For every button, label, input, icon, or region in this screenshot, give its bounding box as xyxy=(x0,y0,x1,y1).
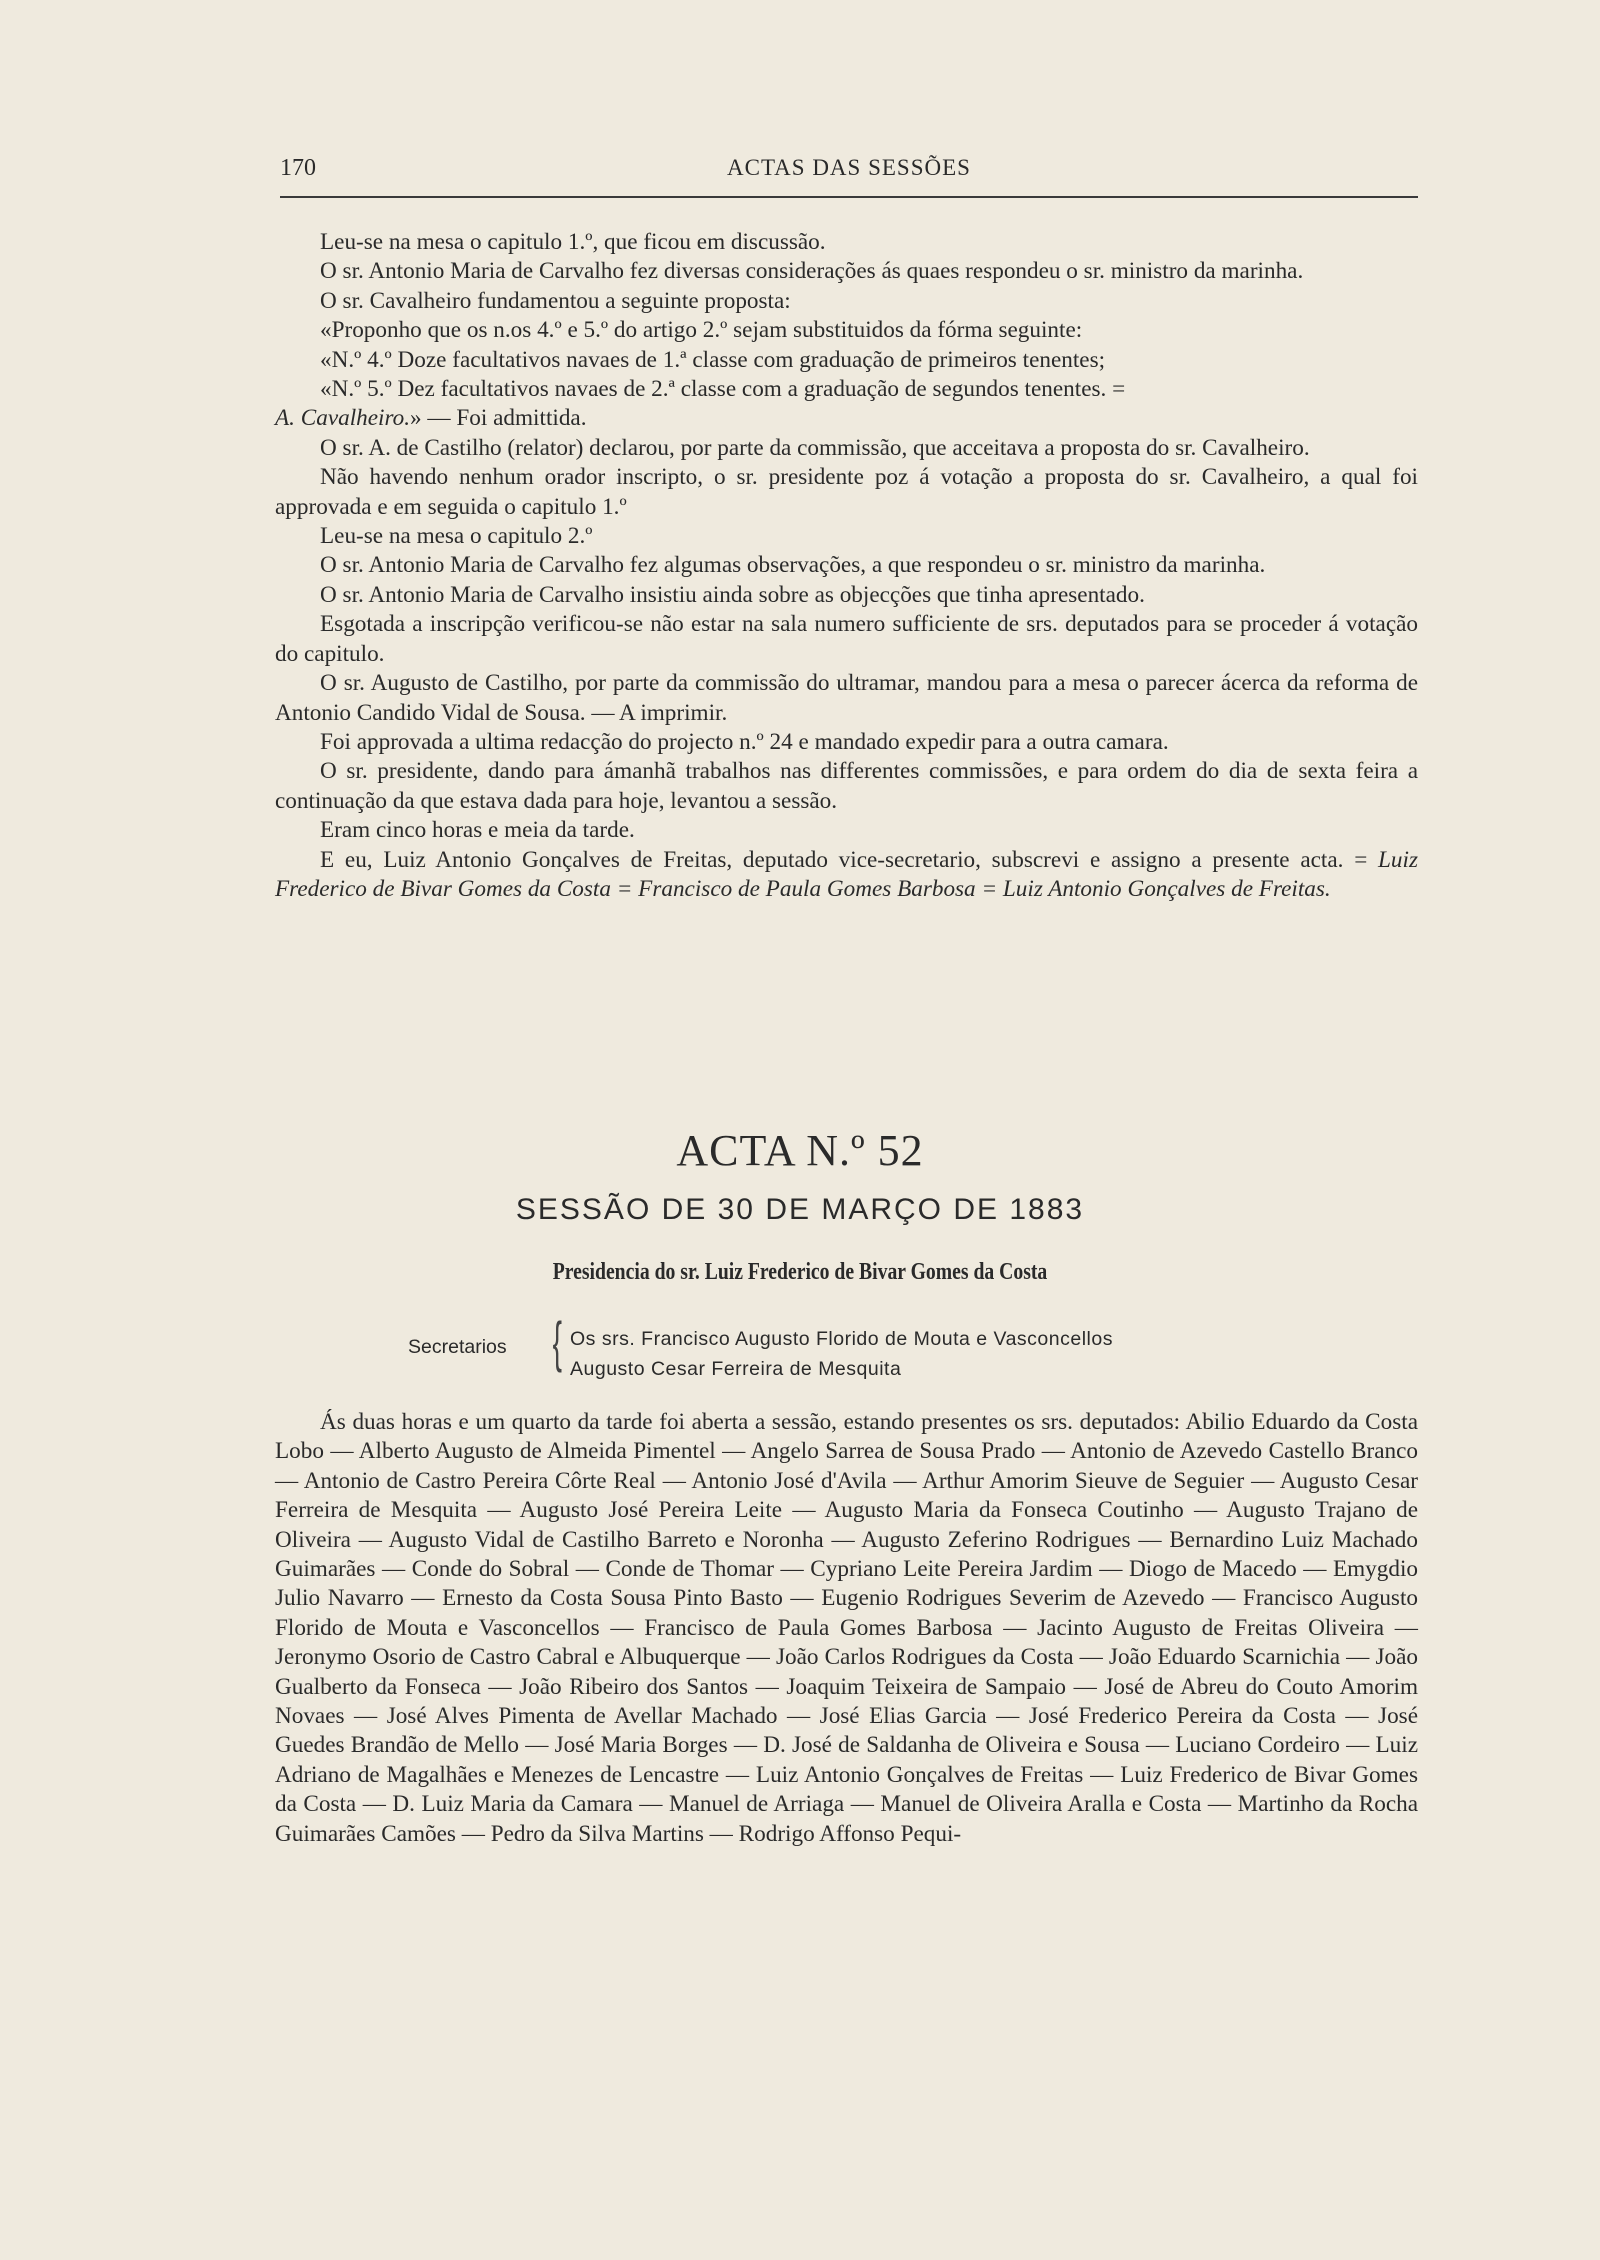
paragraph: «N.º 5.º Dez facultativos navaes de 2.ª classe com a graduação de segundos tenentes. = xyxy=(320,376,1126,403)
paragraph: Foi approvada a ultima redacção do projecto n.º 24 e mandado expedir para a outra camara. xyxy=(320,728,1169,755)
brace-icon: { xyxy=(552,1310,563,1373)
previous-session-text xyxy=(275,228,1418,904)
opening-paragraph: Ás duas horas e um quarto da tarde foi aberta a sessão, estando presentes os srs. deputados: Abilio Eduardo da Costa Lobo — Alberto Augusto de Almeida Pimentel — Angelo Sarrea de Sousa Prado — Antonio de Azevedo Castello Branco — Antonio de Castro Pereira Côrte Real — Antonio José d'Avila — Arthur Amorim Sieuve de Seguier — Augusto Cesar Ferreira de Mesquita — Augusto José Pereira Leite — Augusto Maria da Fonseca Coutinho — Augusto Trajano de Oliveira — Augusto Vidal de Castilho Barreto e Noronha — Augusto Zeferino Rodrigues — Bernardino Luiz Machado Guimarães — Conde do Sobral — Conde de Thomar — Cypriano Leite Pereira Jardim — Diogo de Macedo — Emygdio Julio Navarro — Ernesto da Costa Sousa Pinto Basto — Eugenio Rodrigues Severim de Azevedo — Francisco Augusto Florido de Mouta e Vasconcellos — Francisco de Paula Gomes Barbosa — Jacinto Augusto de Freitas Oliveira — Jeronymo Osorio de Castro Cabral e Albuquerque — João Carlos Rodrigues da Costa — João Eduardo Scarnichia — João Gualberto da Fonseca — João Ribeiro dos Santos — Joaquim Teixeira de Sampaio — José de Abreu do Couto Amorim Novaes — José Alves Pimenta de Avellar Machado — José Elias Garcia — José Frederico Pereira da Costa — José Guedes Brandão de Mello — José Maria Borges — D. José de Saldanha de Oliveira e Sousa — Luciano Cordeiro — Luiz Adriano de Magalhães e Menezes de Lencastre — Luiz Antonio Gonçalves de Freitas — Luiz Frederico de Bivar Gomes da Costa — D. Luiz Maria da Camara — Manuel de Arriaga — Manuel de Oliveira Aralla e Costa — Martinho da Rocha Guimarães Camões — Pedro da Silva Martins — Rodrigo Affonso Pequi- xyxy=(275,1409,1418,1847)
proposal-signature: A. Cavalheiro. xyxy=(275,405,411,432)
paragraph: Eram cinco horas e meia da tarde. xyxy=(320,817,635,844)
secretaries-names xyxy=(570,1324,1113,1384)
paragraph: Leu-se na mesa o capitulo 2.º xyxy=(320,523,593,550)
paragraph: Não havendo nenhum orador inscripto, o sr. presidente poz á votação a proposta do sr. Cavalheiro, a qual foi approvada e em seguida o capitulo 1.º xyxy=(275,464,1418,520)
opening-text xyxy=(275,1408,1418,1849)
page-header xyxy=(280,155,1418,195)
paragraph: «N.º 4.º Doze facultativos navaes de 1.ª classe com graduação de primeiros tenentes; xyxy=(320,346,1106,373)
secretary-name: Augusto Cesar Ferreira de Mesquita xyxy=(570,1358,902,1380)
paragraph: O sr. Augusto de Castilho, por parte da commissão do ultramar, mandou para a mesa o parecer ácerca da reforma de Antonio Candido Vidal de Sousa. — A imprimir. xyxy=(275,670,1418,726)
proposal-result: » — Foi admittida. xyxy=(410,405,587,432)
paragraph: O sr. Antonio Maria de Carvalho insistiu ainda sobre as objecções que tinha apresentado. xyxy=(320,581,1145,608)
header-rule xyxy=(280,196,1418,198)
running-title: ACTAS DAS SESSÕES xyxy=(727,155,971,180)
presidency-line: Presidencia do sr. Luiz Frederico de Bivar Gomes da Costa xyxy=(552,1259,1048,1285)
paragraph: O sr. Cavalheiro fundamentou a seguinte proposta: xyxy=(320,287,791,314)
paragraph: Esgotada a inscripção verificou-se não estar na sala numero sufficiente de srs. deputados para se proceder á votação do capitulo. xyxy=(275,611,1418,667)
paragraph: «Proponho que os n.os 4.º e 5.º do artigo 2.º sejam substituidos da fórma seguinte: xyxy=(320,317,1083,344)
closing-signatures: Luiz Frederico de Bivar Gomes da Costa = Francisco de Paula Gomes Barbosa = Luiz Antonio Gonçalves de Freitas. xyxy=(275,846,1418,902)
acta-title: ACTA N.º 52 xyxy=(676,1126,924,1175)
paragraph: O sr. presidente, dando para ámanhã trabalhos nas differentes commissões, e para ordem do dia de sexta feira a continuação da que estava dada para hoje, levantou a sessão. xyxy=(275,758,1418,814)
secretaries-block xyxy=(408,1310,1308,1382)
secretary-name: Os srs. Francisco Augusto Florido de Mouta e Vasconcellos xyxy=(570,1328,1113,1350)
closing-text: E eu, Luiz Antonio Gonçalves de Freitas, deputado vice-secretario, subscrevi e assigno a presente acta. = xyxy=(320,846,1379,873)
proposal-signature-line xyxy=(275,404,1418,433)
secretaries-label: Secretarios xyxy=(408,1336,507,1358)
paragraph: O sr. Antonio Maria de Carvalho fez diversas considerações ás quaes respondeu o sr. ministro da marinha. xyxy=(320,258,1304,285)
session-date: SESSÃO DE 30 DE MARÇO DE 1883 xyxy=(515,1193,1085,1226)
paragraph: O sr. Antonio Maria de Carvalho fez algumas observações, a que respondeu o sr. ministro da marinha. xyxy=(320,552,1266,579)
paragraph: Leu-se na mesa o capitulo 1.º, que ficou em discussão. xyxy=(320,229,826,255)
page-number: 170 xyxy=(280,155,316,181)
paragraph: O sr. A. de Castilho (relator) declarou, por parte da commissão, que acceitava a proposta do sr. Cavalheiro. xyxy=(320,434,1310,461)
closing-paragraph xyxy=(275,846,1418,905)
